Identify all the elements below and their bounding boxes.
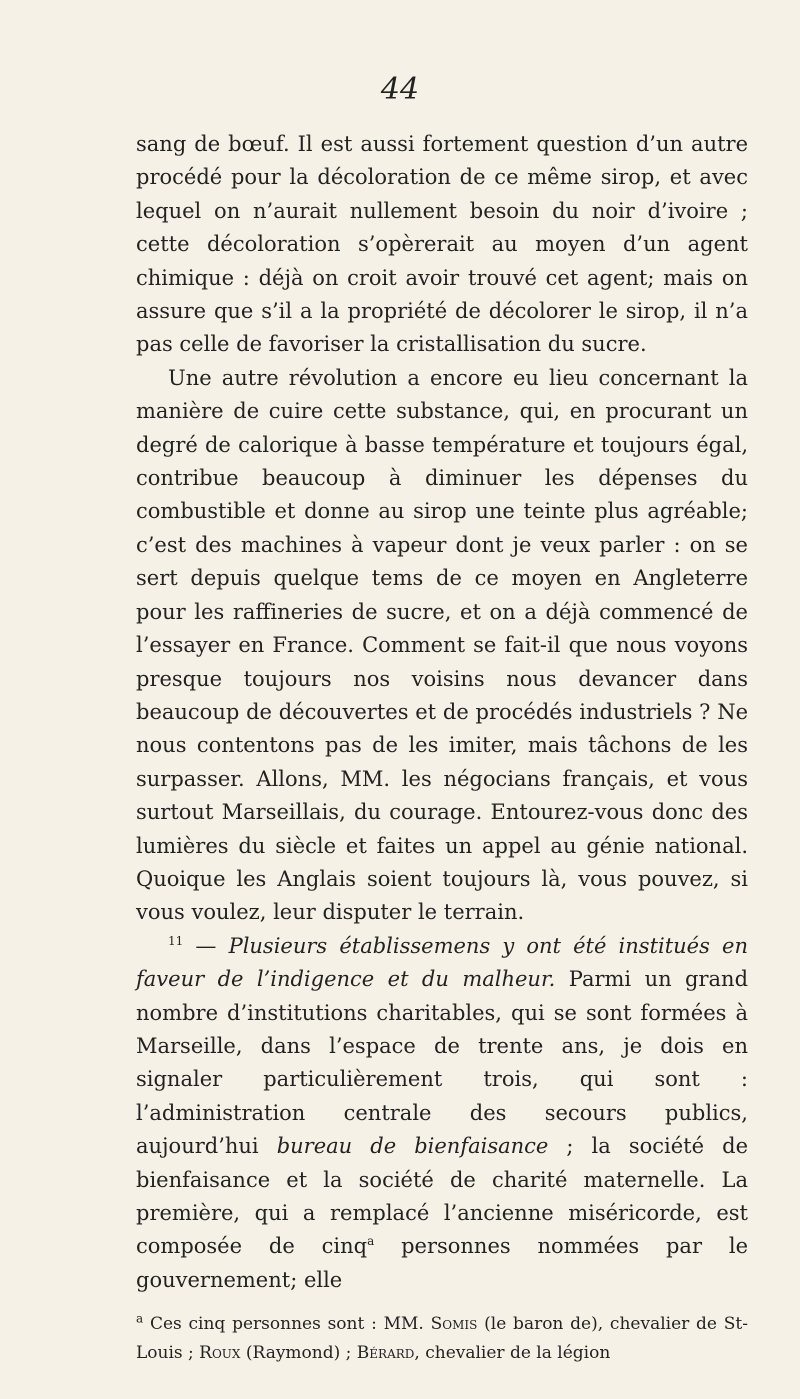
footnote-name-roux: Roux — [199, 1343, 241, 1363]
paragraph-3-part-a: Parmi un grand nombre d’institutions charitables, qui se sont formées à Marseille, dans l’espace de trente ans, je dois en signaler particulièrement trois, qui sont : l’administration centrale des secours publics, aujourd’hui — [136, 967, 749, 1159]
section-dash: — — [183, 933, 229, 958]
footnote-text-d: , chevalier de la légion — [414, 1343, 611, 1363]
paragraph-1: sang de bœuf. Il est aussi fortement question d’un autre procédé pour la décoloration de ce même sirop, et avec lequel on n’aurait nullement besoin du noir d’ivoire ; cette décoloration s’opèrerait au moyen d’un agent chimique : déjà on croit avoir trouvé cet agent; mais on assure que s’il a la propriété de décolorer le sirop, il n’a pas celle de favoriser la cristallisation du sucre. — [136, 132, 748, 357]
paragraph-3 — [136, 930, 748, 1297]
page-number: 44 — [380, 72, 420, 107]
section-title: Plusieurs établissemens y ont été institués en faveur de l’indigence et du malheur. — [136, 933, 748, 992]
footnote-marker: a — [136, 1311, 144, 1326]
footnote — [136, 1310, 748, 1368]
footnote-name-somis: Somis — [430, 1314, 478, 1334]
section-number: 11 — [168, 933, 184, 948]
footnote-reference: a — [367, 1234, 375, 1249]
footnote-text-b: (le baron de), chevalier de St-Louis ; — [136, 1314, 748, 1363]
paragraph-2: Une autre révolution a encore eu lieu concernant la manière de cuire cette substance, qui, en procurant un degré de calorique à basse température et toujours égal, contribue beaucoup à diminuer les dépenses du combustible et donne au sirop une teinte plus agréable; c’est des machines à vapeur dont je veux parler : on se sert depuis quelque tems de ce moyen en Angleterre pour les raffineries de sucre, et on a déjà commencé de l’essayer en France. Comment se fait-il que nous voyons presque toujours nos voisins nous devancer dans beaucoup de découvertes et de procédés industriels ? Ne nous contentons pas de les imiter, mais tâchons de les surpasser. Allons, MM. les négocians français, et vous surtout Marseillais, du courage. Entourez-vous donc des lumières du siècle et faites un appel au génie national. Quoique les Anglais soient toujours là, vous pouvez, si vous voulez, leur disputer le terrain. — [136, 365, 748, 925]
bureau-term: bureau de bienfaisance — [276, 1134, 549, 1159]
paragraph-3-part-b: ; la société de bienfaisance et la société de charité maternelle. La première, qui a remplacé l’ancienne miséricorde, est composée de cinq — [136, 1134, 748, 1259]
footnote-text-a: Ces cinq personnes sont : MM. — [143, 1314, 431, 1334]
footnote-name-berard: Bérard — [356, 1343, 415, 1363]
body-text — [136, 128, 748, 1297]
footnote-text-c: (Raymond) ; — [240, 1343, 357, 1363]
paragraph-3-part-c: personnes nommées par le gouvernement; elle — [136, 1234, 748, 1292]
